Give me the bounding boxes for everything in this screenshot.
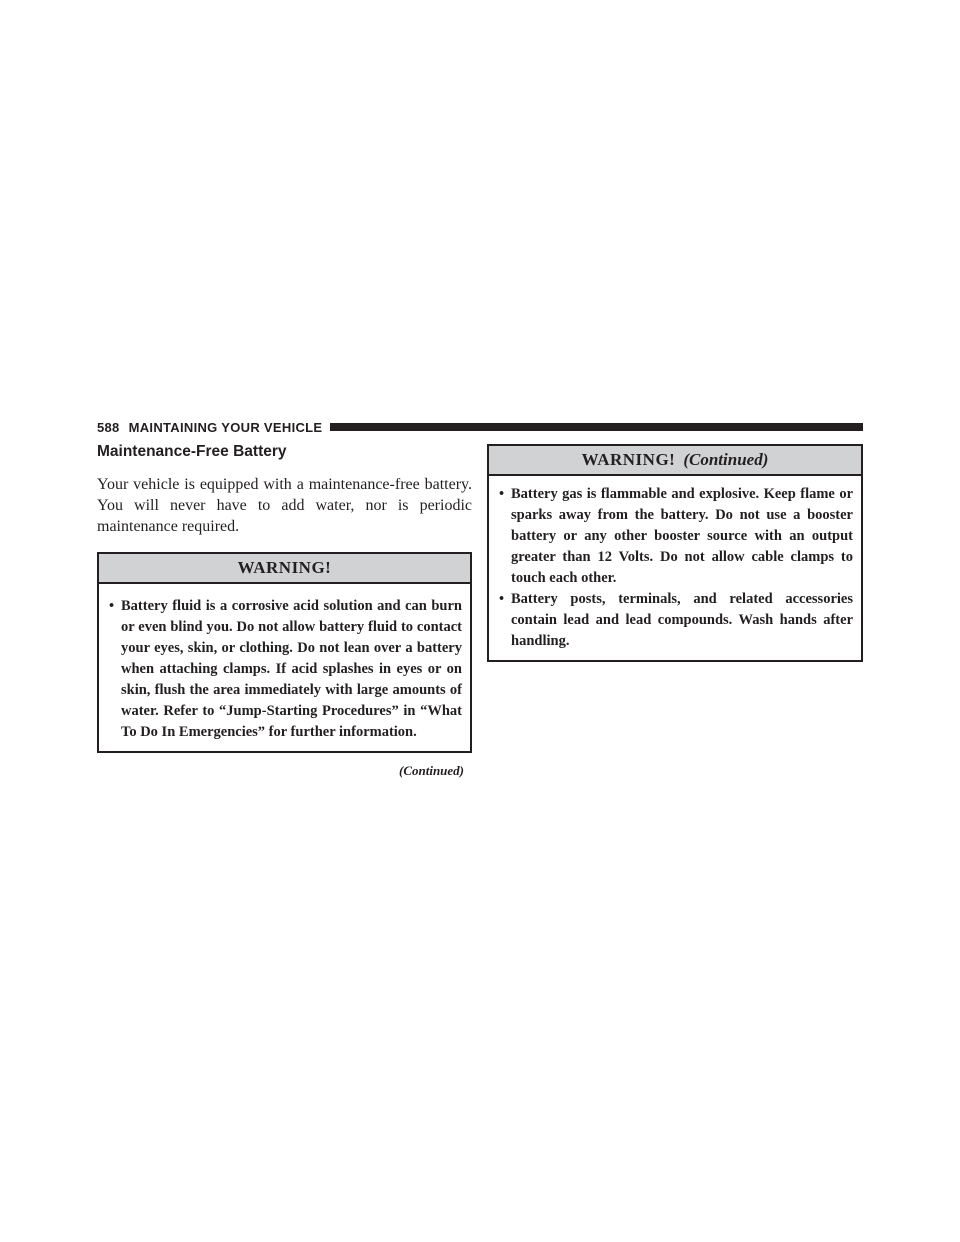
continued-label: (Continued) [683,450,769,469]
warning-title [99,554,470,584]
warning-item-text: Battery fluid is a corrosive acid solution and can burn or even blind you. Do not allow battery fluid to contact your eyes, skin, or clothing. Do not lean over a battery when attaching clamps. If acid splashes in eyes or on skin, flush the area immediately with large amounts of water. Refer to “Jump-Starting Procedures” in “What To Do In Emergencies” for further information. [121,598,462,740]
bullet-icon: • [499,486,505,502]
warning-box [97,552,472,753]
warning-title-text: WARNING! [581,450,676,469]
warning-item [499,589,853,652]
warning-item-text: Battery posts, terminals, and related accessories contain lead and lead compounds. Wash hands after handling. [511,591,853,649]
bullet-icon: • [109,598,115,614]
section-title: MAINTAINING YOUR VEHICLE [128,419,323,435]
continued-note: (Continued) [398,763,464,778]
page-number: 588 [97,419,120,435]
warning-body [99,584,470,751]
warning-title-text: WARNING! [237,558,332,577]
section-heading: Maintenance-Free Battery [97,443,287,460]
bullet-icon: • [499,591,505,607]
warning-title-continued [489,446,861,476]
header-rule [330,423,863,431]
right-column [487,444,863,662]
warning-body [489,476,861,660]
page-header [97,418,863,436]
intro-paragraph: Your vehicle is equipped with a maintenance-free battery. You will never have to add water, nor is periodic maintenance required. [97,476,472,535]
warning-item [499,484,853,589]
left-column [97,442,472,779]
warning-item-text: Battery gas is flammable and explosive. Keep flame or sparks away from the battery. Do not use a booster battery or any other booster source with an output greater than 12 Volts. Do not allow cable clamps to touch each other. [511,486,853,586]
warning-item [109,596,462,743]
warning-box-continued [487,444,863,662]
